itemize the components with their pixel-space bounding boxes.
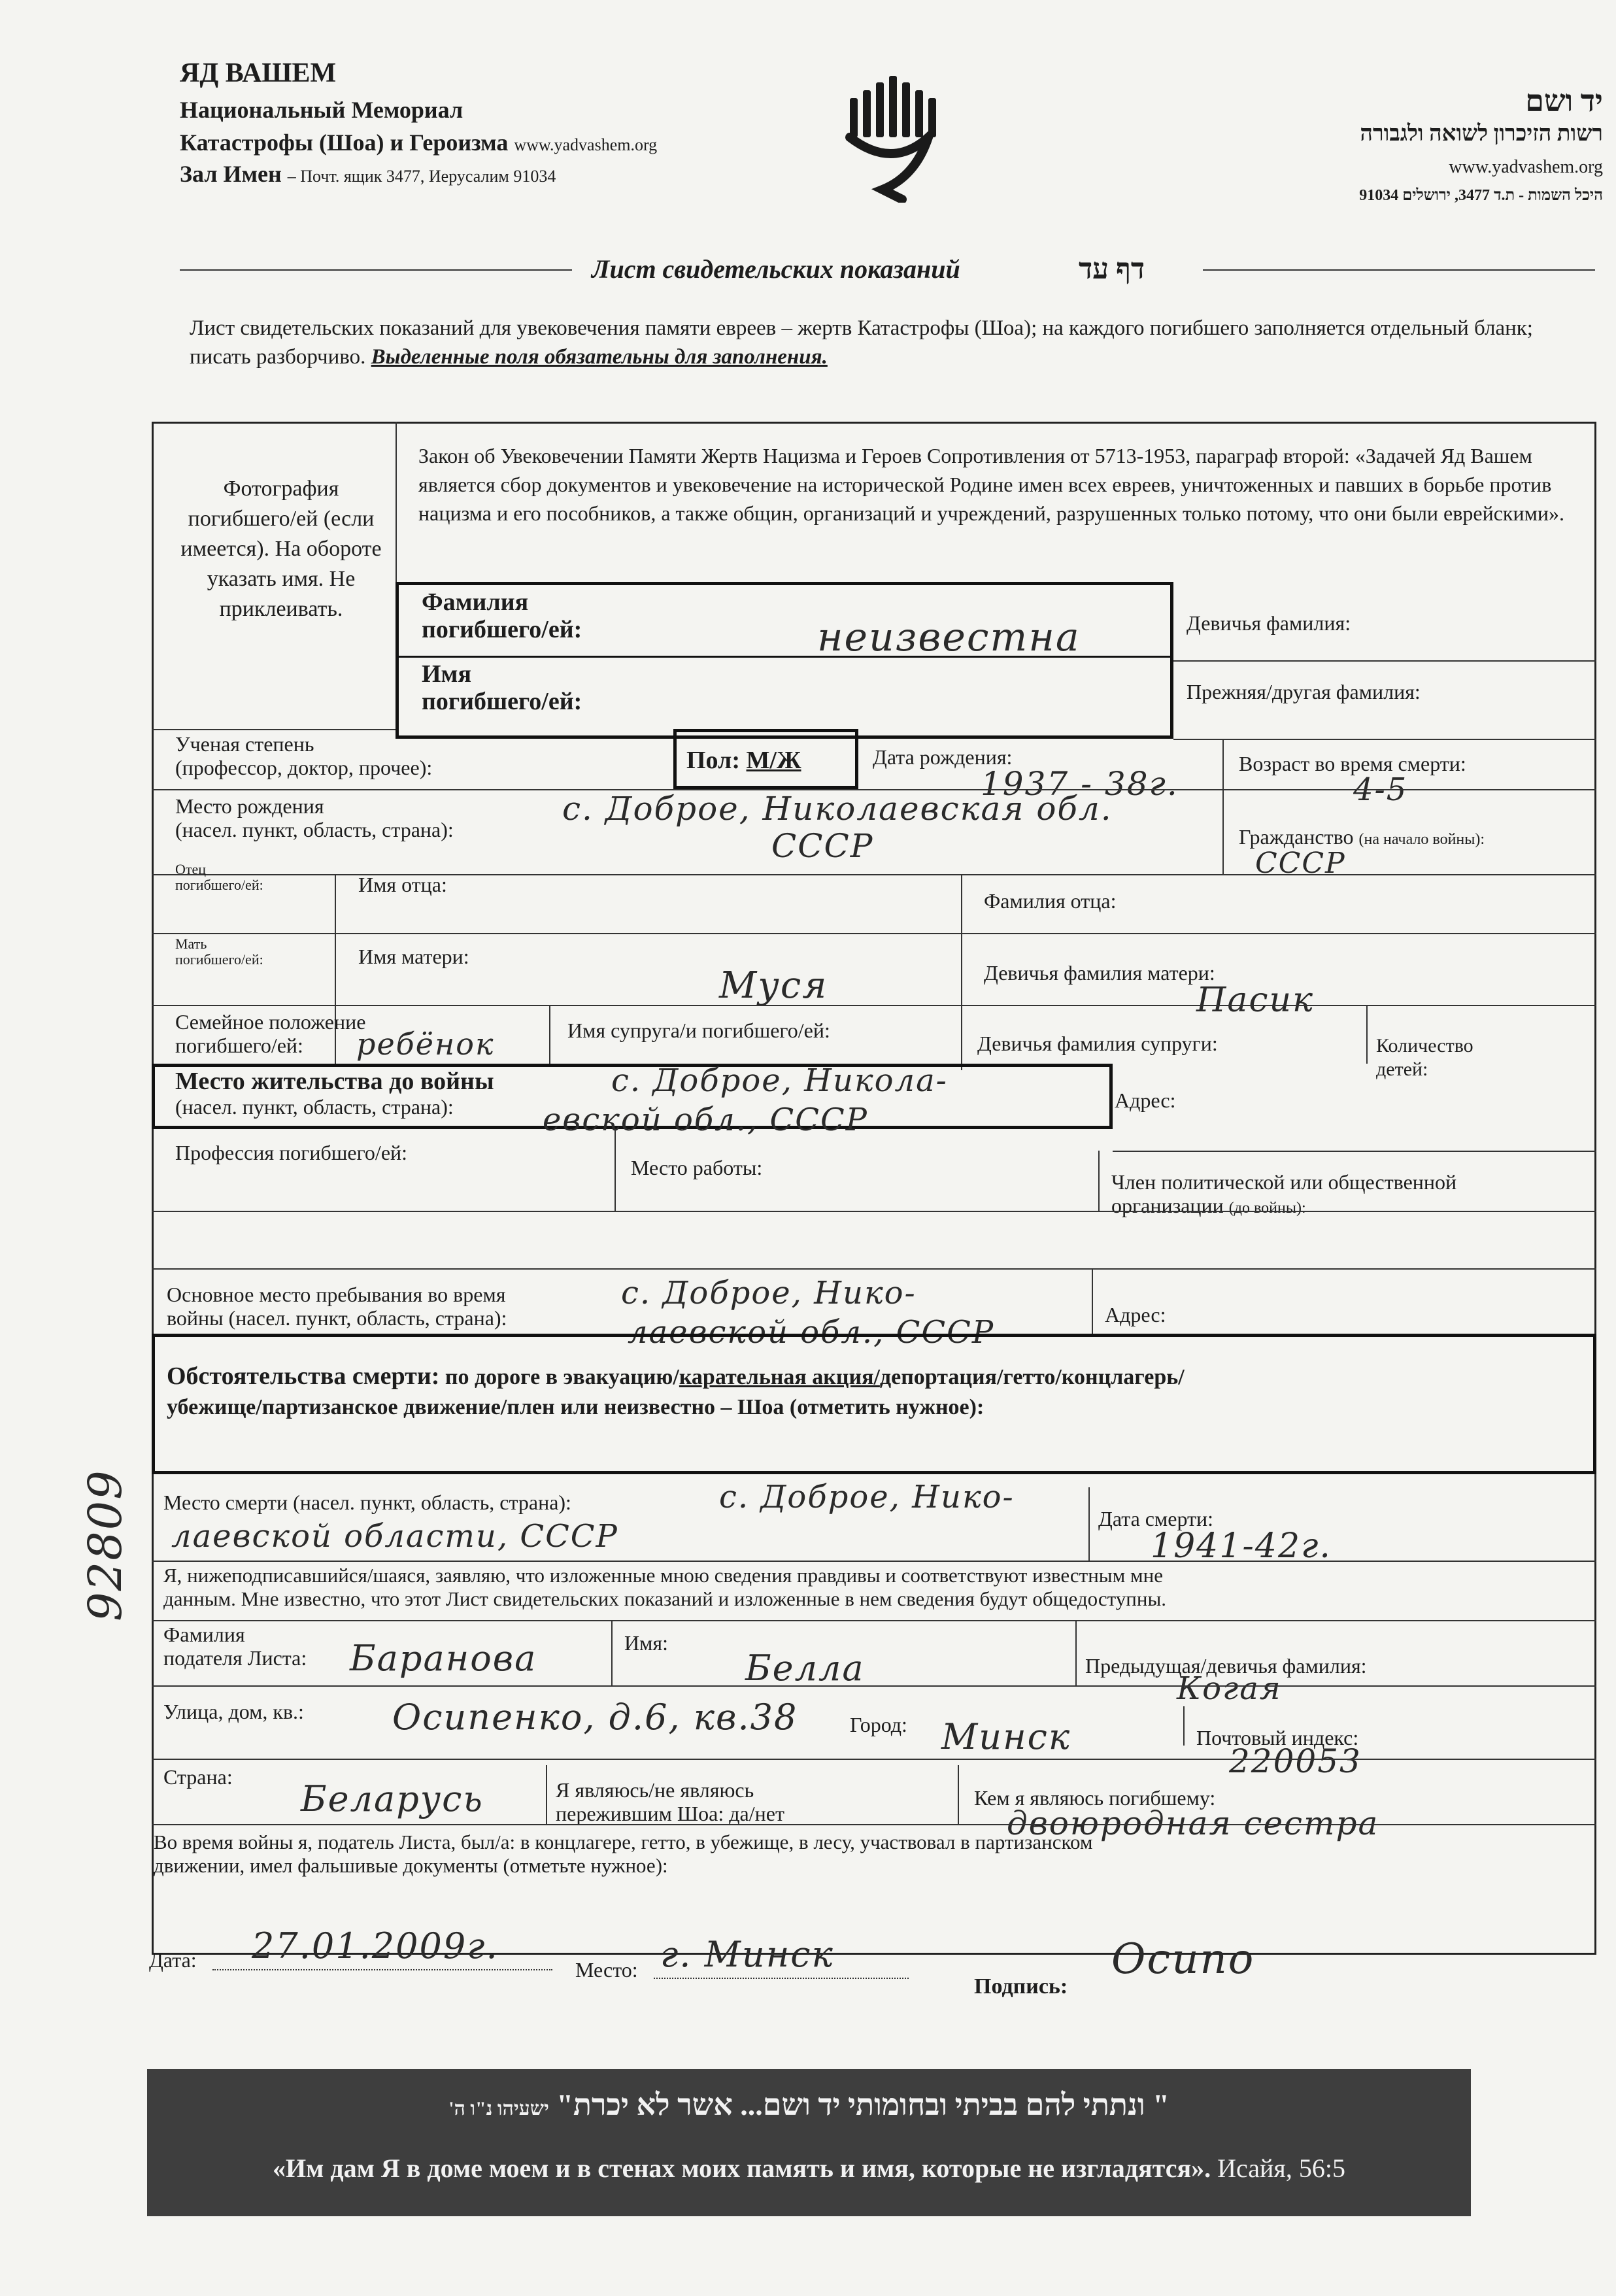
submitter-street-label: Улица, дом, кв.: xyxy=(163,1700,304,1723)
workplace-label: Место работы: xyxy=(631,1156,763,1179)
circumstances-label: Обстоятельства смерти: xyxy=(167,1362,440,1390)
age-label: Возраст во время смерти: xyxy=(1239,752,1466,775)
intro-main: Лист свидетельских показаний для увековечения памяти евреев – жертв Катастрофы (Шоа); на каждого погибшего заполняется отдельный бланк; писать разборчиво. xyxy=(190,316,1533,369)
citizenship-label: Гражданство (на начало войны): xyxy=(1239,825,1485,849)
org-line1-ru: Национальный Мемориал xyxy=(180,97,463,123)
signature[interactable]: Осипо xyxy=(1111,1935,1255,1984)
membership-label: Член политической или общественной организации (до войны): xyxy=(1111,1170,1457,1217)
signature-label: Подпись: xyxy=(974,1974,1068,1999)
title-rule-right xyxy=(1203,269,1595,271)
submitter-city-value[interactable]: Минск xyxy=(941,1716,1071,1757)
wartime-place-label: Основное место пребывания во время войны (насел. пункт, область, страна): xyxy=(167,1283,507,1330)
intro-required-note: Выделенные поля обязательны для заполнения. xyxy=(371,345,828,369)
address1-label: Адрес: xyxy=(1115,1089,1176,1112)
residence-value[interactable]: с. Доброе, Никола- xyxy=(611,1062,948,1099)
footer-quote-he: " ונתתי להם בביתי ובחומותי יד ושם... אשר לא יכרת" ישעיהו נ"ו ה' xyxy=(448,2088,1170,2121)
side-archive-number: 92809 xyxy=(78,1469,132,1621)
mother-side-label: Мать погибшего/ей: xyxy=(175,936,263,968)
surname-label: Фамилия погибшего/ей: xyxy=(422,588,582,643)
profession-label: Профессия погибшего/ей: xyxy=(175,1141,408,1164)
birth-place-label: Место рождения (насел. пункт, область, страна): xyxy=(175,794,454,841)
wartime-place-value[interactable]: с. Доброе, Нико- xyxy=(621,1275,917,1311)
survivor-options[interactable]: да/нет xyxy=(729,1802,784,1825)
survivor-label[interactable]: Я являюсь/не являюсь пережившим Шоа: да/нет xyxy=(556,1778,784,1825)
date-value[interactable]: 27.01.2009г. xyxy=(252,1925,499,1967)
age-value[interactable]: 4-5 xyxy=(1353,771,1408,808)
father-name-label: Имя отца: xyxy=(358,873,447,896)
org-address-he: היכל השמות - ת.ד 3477, ירושלים 91034 xyxy=(1359,187,1603,204)
gender-options[interactable]: М/Ж xyxy=(746,747,801,774)
submitter-country-value[interactable]: Беларусь xyxy=(301,1778,484,1819)
form-title-ru: Лист свидетельских показаний xyxy=(592,254,960,284)
wartime-place-value-2[interactable]: лаевской обл., СССР xyxy=(628,1314,995,1351)
family-status-label: Семейное положение погибшего/ей: xyxy=(175,1010,366,1057)
death-date-value[interactable]: 1941-42г. xyxy=(1151,1527,1332,1566)
mother-maiden-value[interactable]: Пасик xyxy=(1196,981,1315,1020)
submitter-prev-surname-label: Предыдущая/девичья фамилия: xyxy=(1085,1654,1367,1678)
death-date-label: Дата смерти: xyxy=(1098,1507,1214,1530)
birth-date-value[interactable]: 1937 - 38г. xyxy=(981,765,1179,803)
org-site-ru: www.yadvashem.org xyxy=(514,135,658,154)
declaration-text: Я, нижеподписавшийся/шаяся, заявляю, что изложенные мною сведения правдивы и соответствуют известным мне данным. Мне известно, что этот Лист свидетельских показаний и изложенные в нем сведения будут общедоступны. xyxy=(163,1564,1167,1610)
degree-label: Ученая степень (профессор, доктор, прочее): xyxy=(175,732,433,779)
gender-label: Пол: xyxy=(686,747,741,774)
submitter-country-label: Страна: xyxy=(163,1765,233,1789)
submitter-surname-value[interactable]: Баранова xyxy=(350,1638,537,1679)
submitter-zip-label: Почтовый индекс: xyxy=(1196,1726,1359,1749)
relation-label: Кем я являюсь погибшему: xyxy=(974,1786,1216,1810)
org-line2-ru xyxy=(180,128,657,160)
submitter-street-value[interactable]: Осипенко, д.6, кв.38 xyxy=(392,1697,798,1738)
footer-quote-band xyxy=(147,2069,1471,2216)
death-place-label: Место смерти (насел. пункт, область, страна): xyxy=(163,1491,571,1514)
citizenship-value[interactable]: СССР xyxy=(1255,847,1346,880)
place-value[interactable]: г. Минск xyxy=(660,1934,834,1975)
circumstances-selected[interactable]: карательная акция/ xyxy=(679,1365,880,1389)
birth-place-value-2[interactable]: СССР xyxy=(771,827,874,865)
date-label: Дата: xyxy=(149,1948,197,1972)
org-title-he: יד ושם xyxy=(1525,84,1603,118)
org-title-ru: ЯД ВАШЕМ xyxy=(180,58,337,88)
prev-name-label: Прежняя/другая фамилия: xyxy=(1187,680,1421,703)
org-address-ru: – Почт. ящик 3477, Иерусалим 91034 xyxy=(287,167,556,186)
org-hall-names: Зал Имен xyxy=(180,161,282,187)
photo-box-text: Фотография погибшего/ей (если имеется). На обороте указать имя. Не приклеивать. xyxy=(180,477,382,621)
footer-quote-ru: «Им дам Я в доме моем и в стенах моих память и имя, которые не изгладятся». Исайя, 56:5 xyxy=(273,2153,1345,2183)
address2-label: Адрес: xyxy=(1105,1303,1166,1326)
surname-value[interactable]: неизвестна xyxy=(817,615,1081,660)
org-line3-ru xyxy=(180,160,556,191)
mother-maiden-label: Девичья фамилия матери: xyxy=(984,961,1215,985)
yad-vashem-logo xyxy=(843,72,941,203)
birth-date-label: Дата рождения: xyxy=(873,745,1013,769)
given-name-label: Имя погибшего/ей: xyxy=(422,660,582,715)
submitter-surname-label: Фамилия подателя Листа: xyxy=(163,1623,307,1670)
birth-place-value[interactable]: с. Доброе, Николаевская обл. xyxy=(562,790,1113,828)
spouse-name-label: Имя супруга/и погибшего/ей: xyxy=(567,1019,830,1042)
intro-text xyxy=(190,314,1582,371)
family-status-value[interactable]: ребёнок xyxy=(356,1026,495,1062)
submitter-zip-value[interactable]: 220053 xyxy=(1229,1742,1362,1780)
submitter-name-label: Имя: xyxy=(624,1631,668,1655)
residence-value-2[interactable]: евской обл., СССР xyxy=(543,1102,868,1138)
org-line1-he: רשות הזיכרון לשואה ולגבורה xyxy=(1360,122,1603,146)
father-side-label: Отец погибшего/ей: xyxy=(175,861,263,893)
submitter-city-label: Город: xyxy=(850,1713,907,1736)
title-rule-left xyxy=(180,269,572,271)
submitter-name-value[interactable]: Белла xyxy=(745,1647,865,1689)
relation-value[interactable]: двоюродная сестра xyxy=(1007,1804,1379,1842)
death-place-value-2[interactable]: лаевской области, СССР xyxy=(171,1518,618,1555)
form-title-he: דף עד xyxy=(1079,253,1145,285)
circumstances-text[interactable]: Обстоятельства смерти: по дороге в эвакуацию/карательная акция/депортация/гетто/концлагерь/ убежище/партизанское движение/плен или неизвестно – Шоа (отметить нужное): xyxy=(167,1362,1185,1419)
submitter-prev-surname-value[interactable]: Когая xyxy=(1177,1670,1282,1707)
footer-ref-ru: Исайя, 56:5 xyxy=(1217,2153,1345,2183)
mother-name-value[interactable]: Муся xyxy=(719,964,828,1007)
death-place-value[interactable]: с. Доброе, Нико- xyxy=(719,1479,1015,1515)
spouse-maiden-label: Девичья фамилия супруги: xyxy=(977,1032,1218,1055)
residence-label: Место жительства до войны (насел. пункт, область, страна): xyxy=(175,1068,494,1119)
org-line2-text: Катастрофы (Шоа) и Героизма xyxy=(180,129,509,156)
children-label: Количество детей: xyxy=(1376,1035,1473,1080)
maiden-name-label: Девичья фамилия: xyxy=(1187,611,1351,635)
footer-ref-he: ישעיהו נ"ו ה' xyxy=(448,2098,549,2119)
law-text: Закон об Увековечении Памяти Жертв Нацизма и Героев Сопротивления от 5713-1953, параграф второй: «Задачей Яд Вашем является сбор документов и увековечение на исторической Родине имен всех евреев, уничтоженных и павших в борьбе против нацизма и его пособников, а также общин, организаций и учреждений, разрушенных только потому, что они были еврейскими». xyxy=(418,444,1564,525)
father-surname-label: Фамилия отца: xyxy=(984,889,1117,913)
submitter-wartime-text[interactable]: Во время войны я, податель Листа, был/а: в концлагере, гетто, в убежище, в лесу, участвовал в партизанском движении, имел фальшивые документы (отметьте нужное): xyxy=(154,1831,1093,1877)
org-site-he: www.yadvashem.org xyxy=(1449,157,1603,177)
place-label: Место: xyxy=(575,1958,638,1982)
gender-field[interactable] xyxy=(686,747,801,774)
mother-name-label: Имя матери: xyxy=(358,945,469,968)
